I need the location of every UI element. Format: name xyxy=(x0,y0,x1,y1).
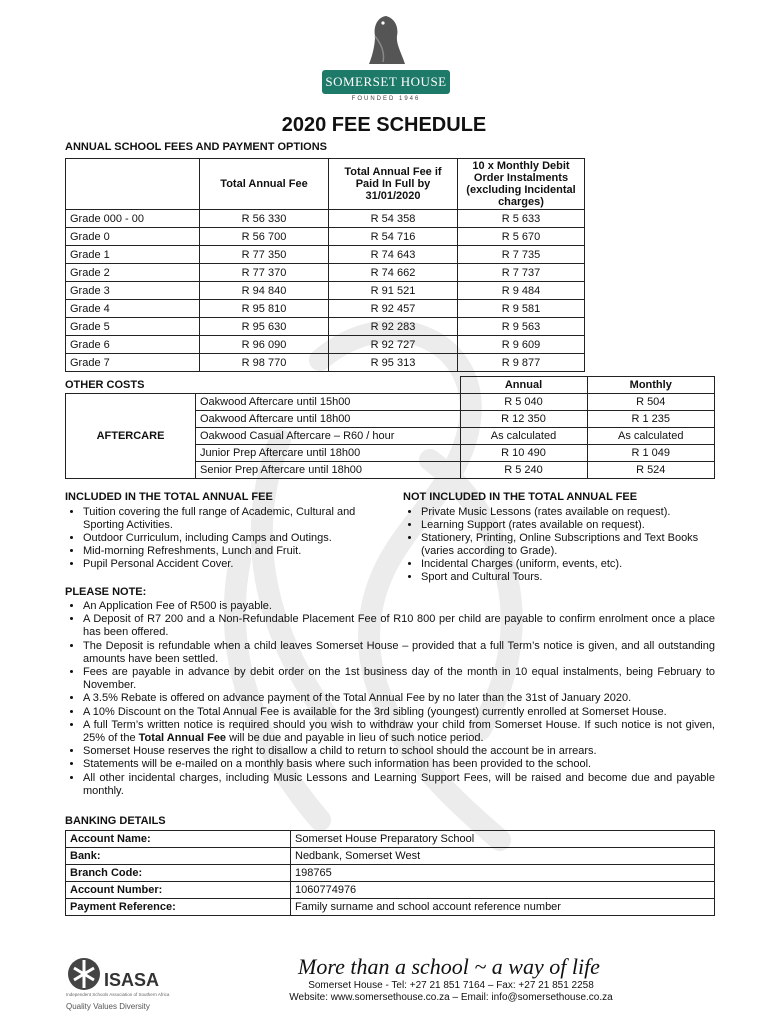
aftercare-group-label: AFTERCARE xyxy=(66,394,196,479)
full-payment-cell: R 95 313 xyxy=(329,354,458,372)
contact-phone: Somerset House - Tel: +27 21 851 7164 – Fax: +27 21 851 2258 xyxy=(308,980,594,991)
monthly-instalment-cell: R 9 581 xyxy=(458,300,585,318)
aftercare-annual: R 5 040 xyxy=(460,394,587,411)
please-note-heading: PLEASE NOTE: xyxy=(65,586,147,598)
other-costs-heading: OTHER COSTS xyxy=(65,379,145,391)
note-item: • A 3.5% Rebate is offered on advance payment of the Total Annual Fee by no later than the 31st of January 2020. xyxy=(83,692,715,705)
other-costs-table xyxy=(65,376,715,479)
fee-row xyxy=(66,282,585,300)
included-item: • Tuition covering the full range of Academic, Cultural and Sporting Activities. xyxy=(83,506,385,532)
grade-cell: Grade 3 xyxy=(66,282,200,300)
banking-row xyxy=(66,865,715,882)
banking-heading: BANKING DETAILS xyxy=(65,815,166,827)
full-payment-cell: R 91 521 xyxy=(329,282,458,300)
aftercare-monthly: R 1 049 xyxy=(587,445,715,462)
notice-bold: Total Annual Fee xyxy=(138,732,227,745)
banking-label: Payment Reference: xyxy=(66,899,291,916)
aftercare-annual: R 10 490 xyxy=(460,445,587,462)
aftercare-monthly: R 504 xyxy=(587,394,715,411)
annual-fee-cell: R 77 370 xyxy=(200,264,329,282)
annual-fee-cell: R 56 700 xyxy=(200,228,329,246)
included-section xyxy=(65,491,385,571)
note-item: • An Application Fee of R500 is payable. xyxy=(83,600,715,613)
fee-header-monthly: 10 x Monthly Debit Order Instalments (excluding Incidental charges) xyxy=(458,159,585,210)
banking-table xyxy=(65,830,715,916)
fee-row xyxy=(66,336,585,354)
fee-header-full: Total Annual Fee if Paid In Full by 31/01/2020 xyxy=(329,159,458,210)
annual-fee-cell: R 98 770 xyxy=(200,354,329,372)
grade-cell: Grade 1 xyxy=(66,246,200,264)
full-payment-cell: R 54 716 xyxy=(329,228,458,246)
monthly-instalment-cell: R 7 737 xyxy=(458,264,585,282)
banking-row xyxy=(66,848,715,865)
not-included-item: • Private Music Lessons (rates available on request). xyxy=(421,506,703,519)
full-payment-cell: R 92 457 xyxy=(329,300,458,318)
annual-fee-cell: R 95 630 xyxy=(200,318,329,336)
fee-row xyxy=(66,246,585,264)
fee-row xyxy=(66,300,585,318)
note-item: • Somerset House reserves the right to disallow a child to return to school should the account be in arrears. xyxy=(83,745,715,758)
notice-text-end: will be due and payable in lieu of such notice period. xyxy=(226,732,484,745)
logo-banner: SOMERSET HOUSE xyxy=(322,70,450,94)
banking-label: Bank: xyxy=(66,848,291,865)
not-included-item: • Incidental Charges (uniform, events, etc). xyxy=(421,558,703,571)
grade-cell: Grade 000 - 00 xyxy=(66,210,200,228)
banking-row xyxy=(66,882,715,899)
full-payment-cell: R 74 643 xyxy=(329,246,458,264)
eagle-icon xyxy=(361,14,411,66)
notes-section xyxy=(65,600,715,798)
banking-value: 198765 xyxy=(291,865,715,882)
fee-table-corner xyxy=(66,159,200,210)
full-payment-cell: R 92 283 xyxy=(329,318,458,336)
included-item: • Mid-morning Refreshments, Lunch and Fruit. xyxy=(83,545,385,558)
isasa-subtitle: Independent Schools Association of Southern Africa xyxy=(66,992,170,997)
not-included-item: • Learning Support (rates available on request). xyxy=(421,519,703,532)
other-header-monthly: Monthly xyxy=(587,377,715,394)
included-item: • Pupil Personal Accident Cover. xyxy=(83,558,385,571)
monthly-instalment-cell: R 9 609 xyxy=(458,336,585,354)
fee-row xyxy=(66,318,585,336)
aftercare-item: Senior Prep Aftercare until 18h00 xyxy=(196,462,461,479)
note-item-notice xyxy=(83,719,715,745)
grade-cell: Grade 4 xyxy=(66,300,200,318)
full-payment-cell: R 54 358 xyxy=(329,210,458,228)
banking-value: Nedbank, Somerset West xyxy=(291,848,715,865)
fee-row xyxy=(66,210,585,228)
grade-cell: Grade 0 xyxy=(66,228,200,246)
monthly-instalment-cell: R 9 877 xyxy=(458,354,585,372)
aftercare-annual: R 12 350 xyxy=(460,411,587,428)
other-header-annual: Annual xyxy=(460,377,587,394)
note-item: • Statements will be e-mailed on a monthly basis where such information has been provided to the school. xyxy=(83,758,715,771)
banking-row xyxy=(66,899,715,916)
contact-info xyxy=(0,980,768,1004)
aftercare-item: Oakwood Aftercare until 15h00 xyxy=(196,394,461,411)
banking-label: Account Number: xyxy=(66,882,291,899)
monthly-instalment-cell: R 9 484 xyxy=(458,282,585,300)
banking-value: Somerset House Preparatory School xyxy=(291,831,715,848)
other-spacer xyxy=(66,377,196,394)
not-included-item: • Stationery, Printing, Online Subscriptions and Text Books (varies according to Grade). xyxy=(421,532,703,558)
monthly-instalment-cell: R 7 735 xyxy=(458,246,585,264)
not-included-item: • Sport and Cultural Tours. xyxy=(421,571,703,584)
annual-fee-cell: R 94 840 xyxy=(200,282,329,300)
included-item: • Outdoor Curriculum, including Camps and Outings. xyxy=(83,532,385,545)
banking-value: Family surname and school account reference number xyxy=(291,899,715,916)
other-spacer xyxy=(196,377,461,394)
contact-web: Website: www.somersethouse.co.za – Email: info@somersethouse.co.za xyxy=(289,992,613,1003)
note-item: • A Deposit of R7 200 and a Non-Refundable Placement Fee of R10 800 per child are payable to confirm enrolment once a place has been offered. xyxy=(83,613,715,639)
logo-founded: FOUNDED 1946 xyxy=(351,96,421,102)
page-title: 2020 FEE SCHEDULE xyxy=(281,114,487,136)
note-item: • The Deposit is refundable when a child leaves Somerset House – provided that a full Term’s notice is given, and all outstanding amounts have been settled. xyxy=(83,640,715,666)
aftercare-item: Junior Prep Aftercare until 18h00 xyxy=(196,445,461,462)
banking-label: Branch Code: xyxy=(66,865,291,882)
note-item: • A 10% Discount on the Total Annual Fee is available for the 3rd sibling (youngest) currently enrolled at Somerset House. xyxy=(83,706,715,719)
annual-fee-cell: R 96 090 xyxy=(200,336,329,354)
banking-row xyxy=(66,831,715,848)
full-payment-cell: R 74 662 xyxy=(329,264,458,282)
aftercare-item: Oakwood Casual Aftercare – R60 / hour xyxy=(196,428,461,445)
aftercare-monthly: R 524 xyxy=(587,462,715,479)
fee-row xyxy=(66,264,585,282)
grade-cell: Grade 2 xyxy=(66,264,200,282)
banking-label: Account Name: xyxy=(66,831,291,848)
not-included-heading: NOT INCLUDED IN THE TOTAL ANNUAL FEE xyxy=(403,491,638,503)
aftercare-item: Oakwood Aftercare until 18h00 xyxy=(196,411,461,428)
school-logo xyxy=(318,14,454,106)
note-item: • All other incidental charges, including Music Lessons and Learning Support Fees, will be raised and become due and payable monthly. xyxy=(83,772,715,798)
annual-fees-heading: ANNUAL SCHOOL FEES AND PAYMENT OPTIONS xyxy=(65,141,327,153)
annual-fee-cell: R 56 330 xyxy=(200,210,329,228)
included-heading: INCLUDED IN THE TOTAL ANNUAL FEE xyxy=(65,491,273,503)
motto: More than a school ~ a way of life xyxy=(298,954,600,979)
isasa-name: ISASA xyxy=(104,970,160,990)
notice-text: A full Term’s written notice is required should you wish to withdraw your child from Somerset House. If such notice is not given, 25% of the xyxy=(83,718,715,745)
fee-header-annual: Total Annual Fee xyxy=(200,159,329,210)
monthly-instalment-cell: R 5 670 xyxy=(458,228,585,246)
fee-table xyxy=(65,158,585,372)
banking-value: 1060774976 xyxy=(291,882,715,899)
isasa-tagline: Quality Values Diversity xyxy=(66,1002,150,1011)
aftercare-monthly: R 1 235 xyxy=(587,411,715,428)
annual-fee-cell: R 95 810 xyxy=(200,300,329,318)
aftercare-annual: As calculated xyxy=(460,428,587,445)
aftercare-row xyxy=(66,394,715,411)
note-item: • Fees are payable in advance by debit order on the 1st business day of the month in 10 equal instalments, being February to November. xyxy=(83,666,715,692)
fee-row xyxy=(66,228,585,246)
grade-cell: Grade 7 xyxy=(66,354,200,372)
grade-cell: Grade 5 xyxy=(66,318,200,336)
aftercare-monthly: As calculated xyxy=(587,428,715,445)
annual-fee-cell: R 77 350 xyxy=(200,246,329,264)
monthly-instalment-cell: R 9 563 xyxy=(458,318,585,336)
aftercare-annual: R 5 240 xyxy=(460,462,587,479)
not-included-section xyxy=(403,491,703,584)
grade-cell: Grade 6 xyxy=(66,336,200,354)
monthly-instalment-cell: R 5 633 xyxy=(458,210,585,228)
fee-row xyxy=(66,354,585,372)
full-payment-cell: R 92 727 xyxy=(329,336,458,354)
